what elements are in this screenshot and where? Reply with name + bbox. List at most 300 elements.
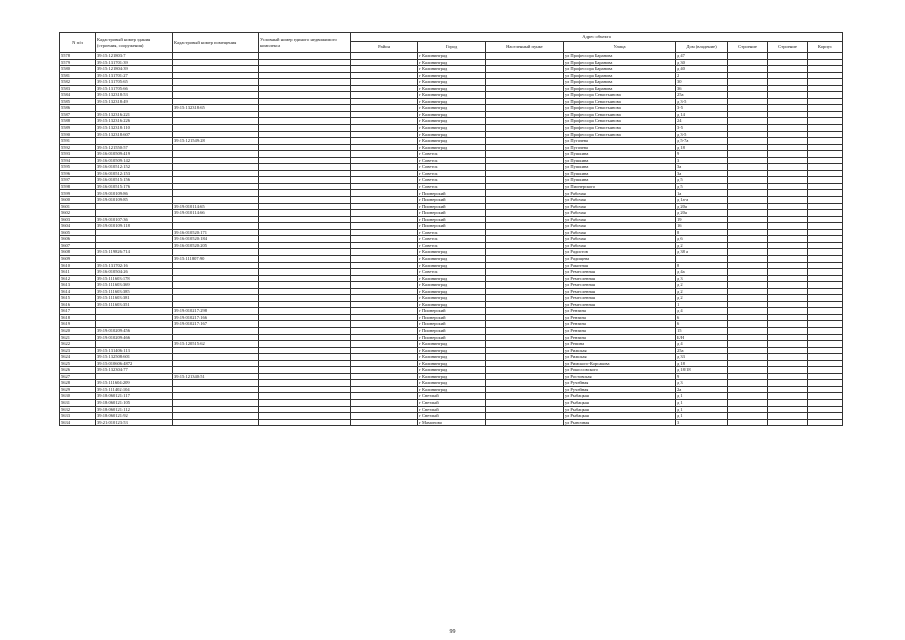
cell-num: 5606 xyxy=(60,236,96,243)
cell-street: ул Рижская xyxy=(564,354,676,361)
cell-num: 5581 xyxy=(60,72,96,79)
cell-street: ул Пугачева xyxy=(564,138,676,145)
cell-house: 2 xyxy=(676,72,728,79)
cell-num: 5626 xyxy=(60,367,96,374)
cell-num: 5614 xyxy=(60,288,96,295)
cell-room-cadastral: 39:15:121340:51 xyxy=(173,373,259,380)
cell-num: 5621 xyxy=(60,334,96,341)
cell-building-cadastral: 39:15:111603:381 xyxy=(96,295,173,302)
cell-building-cadastral: 39:15:111603:351 xyxy=(96,301,173,308)
cell-street: ул Ростовская xyxy=(564,373,676,380)
cell-num: 5630 xyxy=(60,393,96,400)
cell-house: 3-5 xyxy=(676,125,728,132)
cell-house: д 18/18 xyxy=(676,367,728,374)
cell-city: г Калининград xyxy=(418,373,486,380)
cell-house: д 3-5 xyxy=(676,131,728,138)
cell-city: г Советск xyxy=(418,236,486,243)
cell-building-cadastral: 39:15:131406:113 xyxy=(96,347,173,354)
cell-street: ул Пушкина xyxy=(564,151,676,158)
cell-city: г Калининград xyxy=(418,72,486,79)
cell-city: г Калининград xyxy=(418,282,486,289)
cell-num: 5615 xyxy=(60,295,96,302)
cell-street: ул Пушкина xyxy=(564,164,676,171)
cell-building-cadastral: 39:15:131702:16 xyxy=(96,262,173,269)
cell-house: 16 xyxy=(676,223,728,230)
cell-city: г Советск xyxy=(418,269,486,276)
cell-house: 15 xyxy=(676,327,728,334)
cell-city: г Калининград xyxy=(418,380,486,387)
cell-street: ул Ремесленная xyxy=(564,275,676,282)
cell-num: 5632 xyxy=(60,406,96,413)
cell-street: ул Радистов xyxy=(564,249,676,256)
cell-street: ул Ремесленная xyxy=(564,282,676,289)
cell-city: г Калининград xyxy=(418,255,486,262)
cell-city: г Пионерский xyxy=(418,197,486,204)
cell-num: 5597 xyxy=(60,177,96,184)
cell-house: 1а xyxy=(676,190,728,197)
cell-street: ул Репина xyxy=(564,341,676,348)
cell-street: ул Профессора Севастьянова xyxy=(564,105,676,112)
cell-house: д 4 xyxy=(676,341,728,348)
cell-building-cadastral: 39:19:010209:466 xyxy=(96,334,173,341)
cell-room-cadastral: 39:19:010217:167 xyxy=(173,321,259,328)
cell-house: д 3-5 xyxy=(676,98,728,105)
cell-street: ул Рабочая xyxy=(564,203,676,210)
cell-room-cadastral: 39:16:010520:205 xyxy=(173,242,259,249)
cell-house: 24 xyxy=(676,118,728,125)
cell-street: ул Рабочая xyxy=(564,190,676,197)
cell-house: д 20а xyxy=(676,210,728,217)
cell-city: г Советск xyxy=(418,183,486,190)
cell-building-cadastral: 39:16:010509:419 xyxy=(96,151,173,158)
cell-house: д 20а xyxy=(676,203,728,210)
cell-house: д 1 xyxy=(676,413,728,420)
cell-building-cadastral: 39:16:010504:26 xyxy=(96,269,173,276)
cell-street: ул Профессора Баранова xyxy=(564,72,676,79)
header-num: N п/п xyxy=(60,33,96,53)
cell-street: ул Пионерского xyxy=(564,183,676,190)
cell-building-cadastral: 39:15:121550:57 xyxy=(96,144,173,151)
cell-street: ул Ремесленная xyxy=(564,288,676,295)
cell-street: ул Профессора Баранова xyxy=(564,79,676,86)
cell-street: ул Ремесленная xyxy=(564,269,676,276)
cell-building-cadastral: 39:15:119826:714 xyxy=(96,249,173,256)
cell-street: ул Рабочая xyxy=(564,197,676,204)
cell-city: г Калининград xyxy=(418,85,486,92)
cell-street: ул Радищева xyxy=(564,255,676,262)
cell-city: г Пионерский xyxy=(418,308,486,315)
cell-num: 5627 xyxy=(60,373,96,380)
cell-structure xyxy=(768,419,808,426)
cell-city: г Калининград xyxy=(418,354,486,361)
cell-building-cadastral: 39:15:132318:110 xyxy=(96,125,173,132)
cell-street: ул Ручейная xyxy=(564,386,676,393)
cell-city: г Советск xyxy=(418,177,486,184)
cell-num: 5602 xyxy=(60,210,96,217)
cell-num: 5579 xyxy=(60,59,96,66)
cell-street: ул Ремесленная xyxy=(564,301,676,308)
cell-street: ул Пугачева xyxy=(564,144,676,151)
cell-num: 5580 xyxy=(60,66,96,73)
cell-building-cadastral: 39:19:010107:36 xyxy=(96,216,173,223)
header-structure: Строение xyxy=(768,42,808,53)
cell-city: г Пионерский xyxy=(418,203,486,210)
cell-building-cadastral: 39:15:132316:226 xyxy=(96,118,173,125)
cell-house: д 18 xyxy=(676,144,728,151)
cell-city: г Светлый xyxy=(418,406,486,413)
cell-house: д 5-7а xyxy=(676,138,728,145)
cell-house: д 2 xyxy=(676,295,728,302)
cell-settlement xyxy=(486,419,564,426)
cell-num: 5604 xyxy=(60,223,96,230)
cell-street: ул Рабочая xyxy=(564,236,676,243)
cell-street: ул Рабочая xyxy=(564,229,676,236)
cell-building-cadastral: 39:15:121804:39 xyxy=(96,66,173,73)
cell-street: ул Рабочая xyxy=(564,216,676,223)
cell-room-cadastral: 39:15:132318:65 xyxy=(173,105,259,112)
cell-street: ул Профессора Баранова xyxy=(564,66,676,73)
cell-city: г Советск xyxy=(418,170,486,177)
cell-house: 19 xyxy=(676,216,728,223)
cell-street: ул Рензина xyxy=(564,314,676,321)
cell-street: ул Пушкина xyxy=(564,177,676,184)
cell-house: д 5 xyxy=(676,183,728,190)
cell-building-cadastral: 39:15:132318:607 xyxy=(96,131,173,138)
cell-city: г Пионерский xyxy=(418,327,486,334)
cell-num: 5588 xyxy=(60,118,96,125)
cell-house: 3а xyxy=(676,170,728,177)
cell-city: г Калининград xyxy=(418,367,486,374)
cell-num: 5593 xyxy=(60,151,96,158)
cell-house: д 18 xyxy=(676,360,728,367)
cell-house: д 47 xyxy=(676,53,728,60)
cell-num: 5622 xyxy=(60,341,96,348)
cell-city: г Калининград xyxy=(418,79,486,86)
cell-num: 5603 xyxy=(60,216,96,223)
property-table xyxy=(59,32,843,426)
cell-num: 5610 xyxy=(60,262,96,269)
cell-building-cadastral: 39:15:121803:7 xyxy=(96,53,173,60)
cell-house: д 33 xyxy=(676,354,728,361)
cell-building-cadastral: 39:16:010515:176 xyxy=(96,183,173,190)
cell-house: д 40 xyxy=(676,66,728,73)
cell-building-cadastral: 39:21:010123:53 xyxy=(96,419,173,426)
cell-num: 5591 xyxy=(60,138,96,145)
cell-room-cadastral: 39:15:120515:62 xyxy=(173,341,259,348)
cell-city: г Советск xyxy=(418,242,486,249)
cell-city: г Калининград xyxy=(418,288,486,295)
cell-room-cadastral: 39:15:121549:28 xyxy=(173,138,259,145)
page-number: 99 xyxy=(449,629,456,635)
cell-num: 5598 xyxy=(60,183,96,190)
cell-num: 5631 xyxy=(60,399,96,406)
cell-num: 5616 xyxy=(60,301,96,308)
cell-num: 5589 xyxy=(60,125,96,132)
cell-num: 5578 xyxy=(60,53,96,60)
cell-street: ул Ручейная xyxy=(564,380,676,387)
cell-num: 5613 xyxy=(60,282,96,289)
cell-house: 9 xyxy=(676,373,728,380)
cell-building-cadastral: 39:15:111603:178 xyxy=(96,275,173,282)
cell-house: д 3 xyxy=(676,380,728,387)
cell-street: ул Профессора Севастьянова xyxy=(564,131,676,138)
cell-num: 5605 xyxy=(60,229,96,236)
header-building: Строение xyxy=(728,42,768,53)
cell-num: 5623 xyxy=(60,347,96,354)
cell-building-cadastral: 39:19:010109:118 xyxy=(96,223,173,230)
cell-street: ул Профессора Севастьянова xyxy=(564,118,676,125)
header-city: Город xyxy=(418,42,486,53)
cell-building-cadastral: 39:15:132316:221 xyxy=(96,111,173,118)
cell-num: 5609 xyxy=(60,255,96,262)
header-house: Дом (владение) xyxy=(676,42,728,53)
cell-building-cadastral: 39:15:132318:49 xyxy=(96,98,173,105)
cell-building-cadastral: 39:19:010109:86 xyxy=(96,190,173,197)
cell-num: 5594 xyxy=(60,157,96,164)
cell-street: ул Профессора Севастьянова xyxy=(564,111,676,118)
cell-num: 5601 xyxy=(60,203,96,210)
cell-num: 5625 xyxy=(60,360,96,367)
cell-street: ул Профессора Севастьянова xyxy=(564,125,676,132)
cell-room-cadastral: 39:19:010217:166 xyxy=(173,314,259,321)
cell-building-cadastral: 39:16:010515:156 xyxy=(96,177,173,184)
cell-building-cadastral: 39:19:010209:456 xyxy=(96,327,173,334)
cell-house: д 4 xyxy=(676,308,728,315)
cell-street: ул Рыночная xyxy=(564,419,676,426)
cell-district xyxy=(351,419,418,426)
cell-house: 3 xyxy=(676,419,728,426)
cell-house: д 5 xyxy=(676,177,728,184)
cell-building-cadastral: 39:15:132304:77 xyxy=(96,367,173,374)
cell-house: 1 xyxy=(676,301,728,308)
cell-house: 25а xyxy=(676,92,728,99)
cell-house: д 2 xyxy=(676,242,728,249)
cell-house: 2а xyxy=(676,386,728,393)
cell-building-cadastral: 39:15:111603:385 xyxy=(96,288,173,295)
cell-street: ул Рензина xyxy=(564,327,676,334)
cell-city: г Мамоново xyxy=(418,419,486,426)
cell-city: г Светлый xyxy=(418,413,486,420)
cell-house: д 1 xyxy=(676,406,728,413)
cell-num: 5596 xyxy=(60,170,96,177)
cell-room-cadastral: 39:19:010114:66 xyxy=(173,210,259,217)
cell-num: 5607 xyxy=(60,242,96,249)
cell-num: 5592 xyxy=(60,144,96,151)
cell-house: д 30 xyxy=(676,59,728,66)
cell-city: г Калининград xyxy=(418,92,486,99)
cell-num: 5585 xyxy=(60,98,96,105)
cell-building-cadastral: 39:15:132318:53 xyxy=(96,92,173,99)
cell-building-cadastral: 39:15:131701:39 xyxy=(96,59,173,66)
cell-street: ул Профессора Севастьянова xyxy=(564,98,676,105)
cell-room-cadastral: 39:19:010114:65 xyxy=(173,203,259,210)
cell-num: 5595 xyxy=(60,164,96,171)
cell-city: г Пионерский xyxy=(418,223,486,230)
cell-city: г Калининград xyxy=(418,131,486,138)
cell-num: 5634 xyxy=(60,419,96,426)
cell-building xyxy=(728,419,768,426)
cell-city: г Светлый xyxy=(418,393,486,400)
cell-street: ул Рабочая xyxy=(564,223,676,230)
cell-house: 3-5 xyxy=(676,105,728,112)
cell-house: 6 xyxy=(676,314,728,321)
cell-building-cadastral: 39:19:010109:85 xyxy=(96,197,173,204)
cell-city: г Пионерский xyxy=(418,190,486,197)
cell-num: 5619 xyxy=(60,321,96,328)
document-page xyxy=(59,32,842,426)
cell-city: г Калининград xyxy=(418,275,486,282)
cell-num: 5599 xyxy=(60,190,96,197)
cell-building-cadastral: 39:15:111402:104 xyxy=(96,386,173,393)
cell-city: г Пионерский xyxy=(418,321,486,328)
cell-house: 25а xyxy=(676,347,728,354)
header-street: Улица xyxy=(564,42,676,53)
cell-house: Б/Н xyxy=(676,334,728,341)
cell-room-cadastral: 39:15:111807:90 xyxy=(173,255,259,262)
cell-street: ул Рыбацкая xyxy=(564,413,676,420)
cell-city: г Калининград xyxy=(418,59,486,66)
cell-room-cadastral xyxy=(173,419,259,426)
cell-city: г Калининград xyxy=(418,347,486,354)
cell-city: г Калининград xyxy=(418,105,486,112)
cell-street: ул Профессора Севастьянова xyxy=(564,92,676,99)
cell-house: 8 xyxy=(676,229,728,236)
cell-street: ул Рыбацкая xyxy=(564,406,676,413)
cell-num: 5590 xyxy=(60,131,96,138)
cell-city: г Советск xyxy=(418,164,486,171)
cell-num: 5618 xyxy=(60,314,96,321)
cell-city: г Калининград xyxy=(418,301,486,308)
cell-num: 5633 xyxy=(60,413,96,420)
cell-block xyxy=(808,419,843,426)
cell-house: д 6 xyxy=(676,236,728,243)
header-settlement: Населенный пункт xyxy=(486,42,564,53)
cell-building-cadastral: 39:15:010606:4872 xyxy=(96,360,173,367)
cell-building-cadastral: 39:15:131705:66 xyxy=(96,85,173,92)
cell-city: г Калининград xyxy=(418,144,486,151)
cell-house: 36 xyxy=(676,85,728,92)
cell-city: г Пионерский xyxy=(418,314,486,321)
cell-num: 5608 xyxy=(60,249,96,256)
cell-building-cadastral: 39:18:060121:117 xyxy=(96,393,173,400)
cell-house: 9 xyxy=(676,151,728,158)
cell-num: 5628 xyxy=(60,380,96,387)
cell-house: д 14 xyxy=(676,111,728,118)
cell-house: д 3 xyxy=(676,275,728,282)
cell-city: г Калининград xyxy=(418,262,486,269)
header-district: Район xyxy=(351,42,418,53)
cell-city: г Калининград xyxy=(418,295,486,302)
cell-room-cadastral: 39:19:010217:298 xyxy=(173,308,259,315)
table-body xyxy=(60,53,843,426)
cell-num: 5612 xyxy=(60,275,96,282)
cell-street: ул Профессора Баранова xyxy=(564,85,676,92)
cell-num: 5587 xyxy=(60,111,96,118)
cell-street: ул Рижская xyxy=(564,347,676,354)
cell-house: 3а xyxy=(676,164,728,171)
cell-street: ул Ремесленная xyxy=(564,295,676,302)
cell-building-cadastral: 39:18:060121:105 xyxy=(96,399,173,406)
cell-city: г Советск xyxy=(418,229,486,236)
cell-building-cadastral: 39:15:131701:27 xyxy=(96,72,173,79)
cell-city: г Калининград xyxy=(418,386,486,393)
cell-room-cadastral: 39:16:010520:171 xyxy=(173,229,259,236)
cell-building-cadastral: 39:18:060121:92 xyxy=(96,413,173,420)
cell-building-cadastral: 39:18:060121:112 xyxy=(96,406,173,413)
cell-street: ул Римского-Корсакова xyxy=(564,360,676,367)
cell-street: ул Рензина xyxy=(564,321,676,328)
cell-street: ул Профессора Баранова xyxy=(564,53,676,60)
cell-num: 5629 xyxy=(60,386,96,393)
cell-house: 30 xyxy=(676,79,728,86)
cell-num: 5620 xyxy=(60,327,96,334)
cell-city: г Калининград xyxy=(418,111,486,118)
cell-street: ул Пушкина xyxy=(564,170,676,177)
cell-building-cadastral: 39:15:131705:65 xyxy=(96,79,173,86)
header-address: Адрес объекта xyxy=(351,33,843,42)
cell-city: г Советск xyxy=(418,151,486,158)
cell-building-cadastral: 39:16:010512:152 xyxy=(96,164,173,171)
cell-street: ул Рензина xyxy=(564,334,676,341)
cell-house: 6 xyxy=(676,321,728,328)
cell-street: ул Рабочая xyxy=(564,242,676,249)
cell-city: г Калининград xyxy=(418,98,486,105)
cell-building-cadastral: 39:15:111603:369 xyxy=(96,282,173,289)
cell-city: г Калининград xyxy=(418,360,486,367)
cell-num: 5624 xyxy=(60,354,96,361)
cell-street: ул Рыбацкая xyxy=(564,399,676,406)
cell-street: ул Рабочая xyxy=(564,210,676,217)
cell-city: г Пионерский xyxy=(418,334,486,341)
cell-street: ул Рокоссовского xyxy=(564,367,676,374)
cell-street: ул Профессора Баранова xyxy=(564,59,676,66)
cell-num: 5583 xyxy=(60,85,96,92)
cell-house: д 1 xyxy=(676,393,728,400)
cell-city: г Калининград xyxy=(418,249,486,256)
cell-city: г Пионерский xyxy=(418,216,486,223)
cell-city: г Калининград xyxy=(418,125,486,132)
cell-house: д 4а xyxy=(676,269,728,276)
cell-house: 8 xyxy=(676,262,728,269)
cell-street: ул Ракитная xyxy=(564,262,676,269)
cell-house: д 1а-а xyxy=(676,197,728,204)
cell-city: г Калининград xyxy=(418,66,486,73)
cell-room-cadastral: 39:16:010520:184 xyxy=(173,236,259,243)
cell-street: ул Пушкина xyxy=(564,157,676,164)
cell-building-cadastral: 39:16:010512:153 xyxy=(96,170,173,177)
cell-city: г Пионерский xyxy=(418,210,486,217)
cell-city: г Калининград xyxy=(418,118,486,125)
header-building-cadastral: Кадастровый номер здания (строения, сооружения) xyxy=(96,33,173,53)
table-row xyxy=(60,419,843,426)
cell-house: д 2 xyxy=(676,282,728,289)
cell-street: ул Рыбацкая xyxy=(564,393,676,400)
cell-city: г Светлый xyxy=(418,399,486,406)
cell-house: д 38 а xyxy=(676,249,728,256)
cell-building-cadastral: 39:16:010509:142 xyxy=(96,157,173,164)
cell-building-cadastral: 39:15:132508:601 xyxy=(96,354,173,361)
header-conditional-number: Условный номер единого недвижимого комплекса xyxy=(259,33,351,53)
cell-num: 5582 xyxy=(60,79,96,86)
cell-city: г Калининград xyxy=(418,138,486,145)
cell-city: г Калининград xyxy=(418,341,486,348)
cell-house: д 2 xyxy=(676,288,728,295)
cell-num: 5584 xyxy=(60,92,96,99)
cell-num: 5611 xyxy=(60,269,96,276)
cell-num: 5586 xyxy=(60,105,96,112)
cell-city: г Калининград xyxy=(418,53,486,60)
cell-city: г Советск xyxy=(418,157,486,164)
